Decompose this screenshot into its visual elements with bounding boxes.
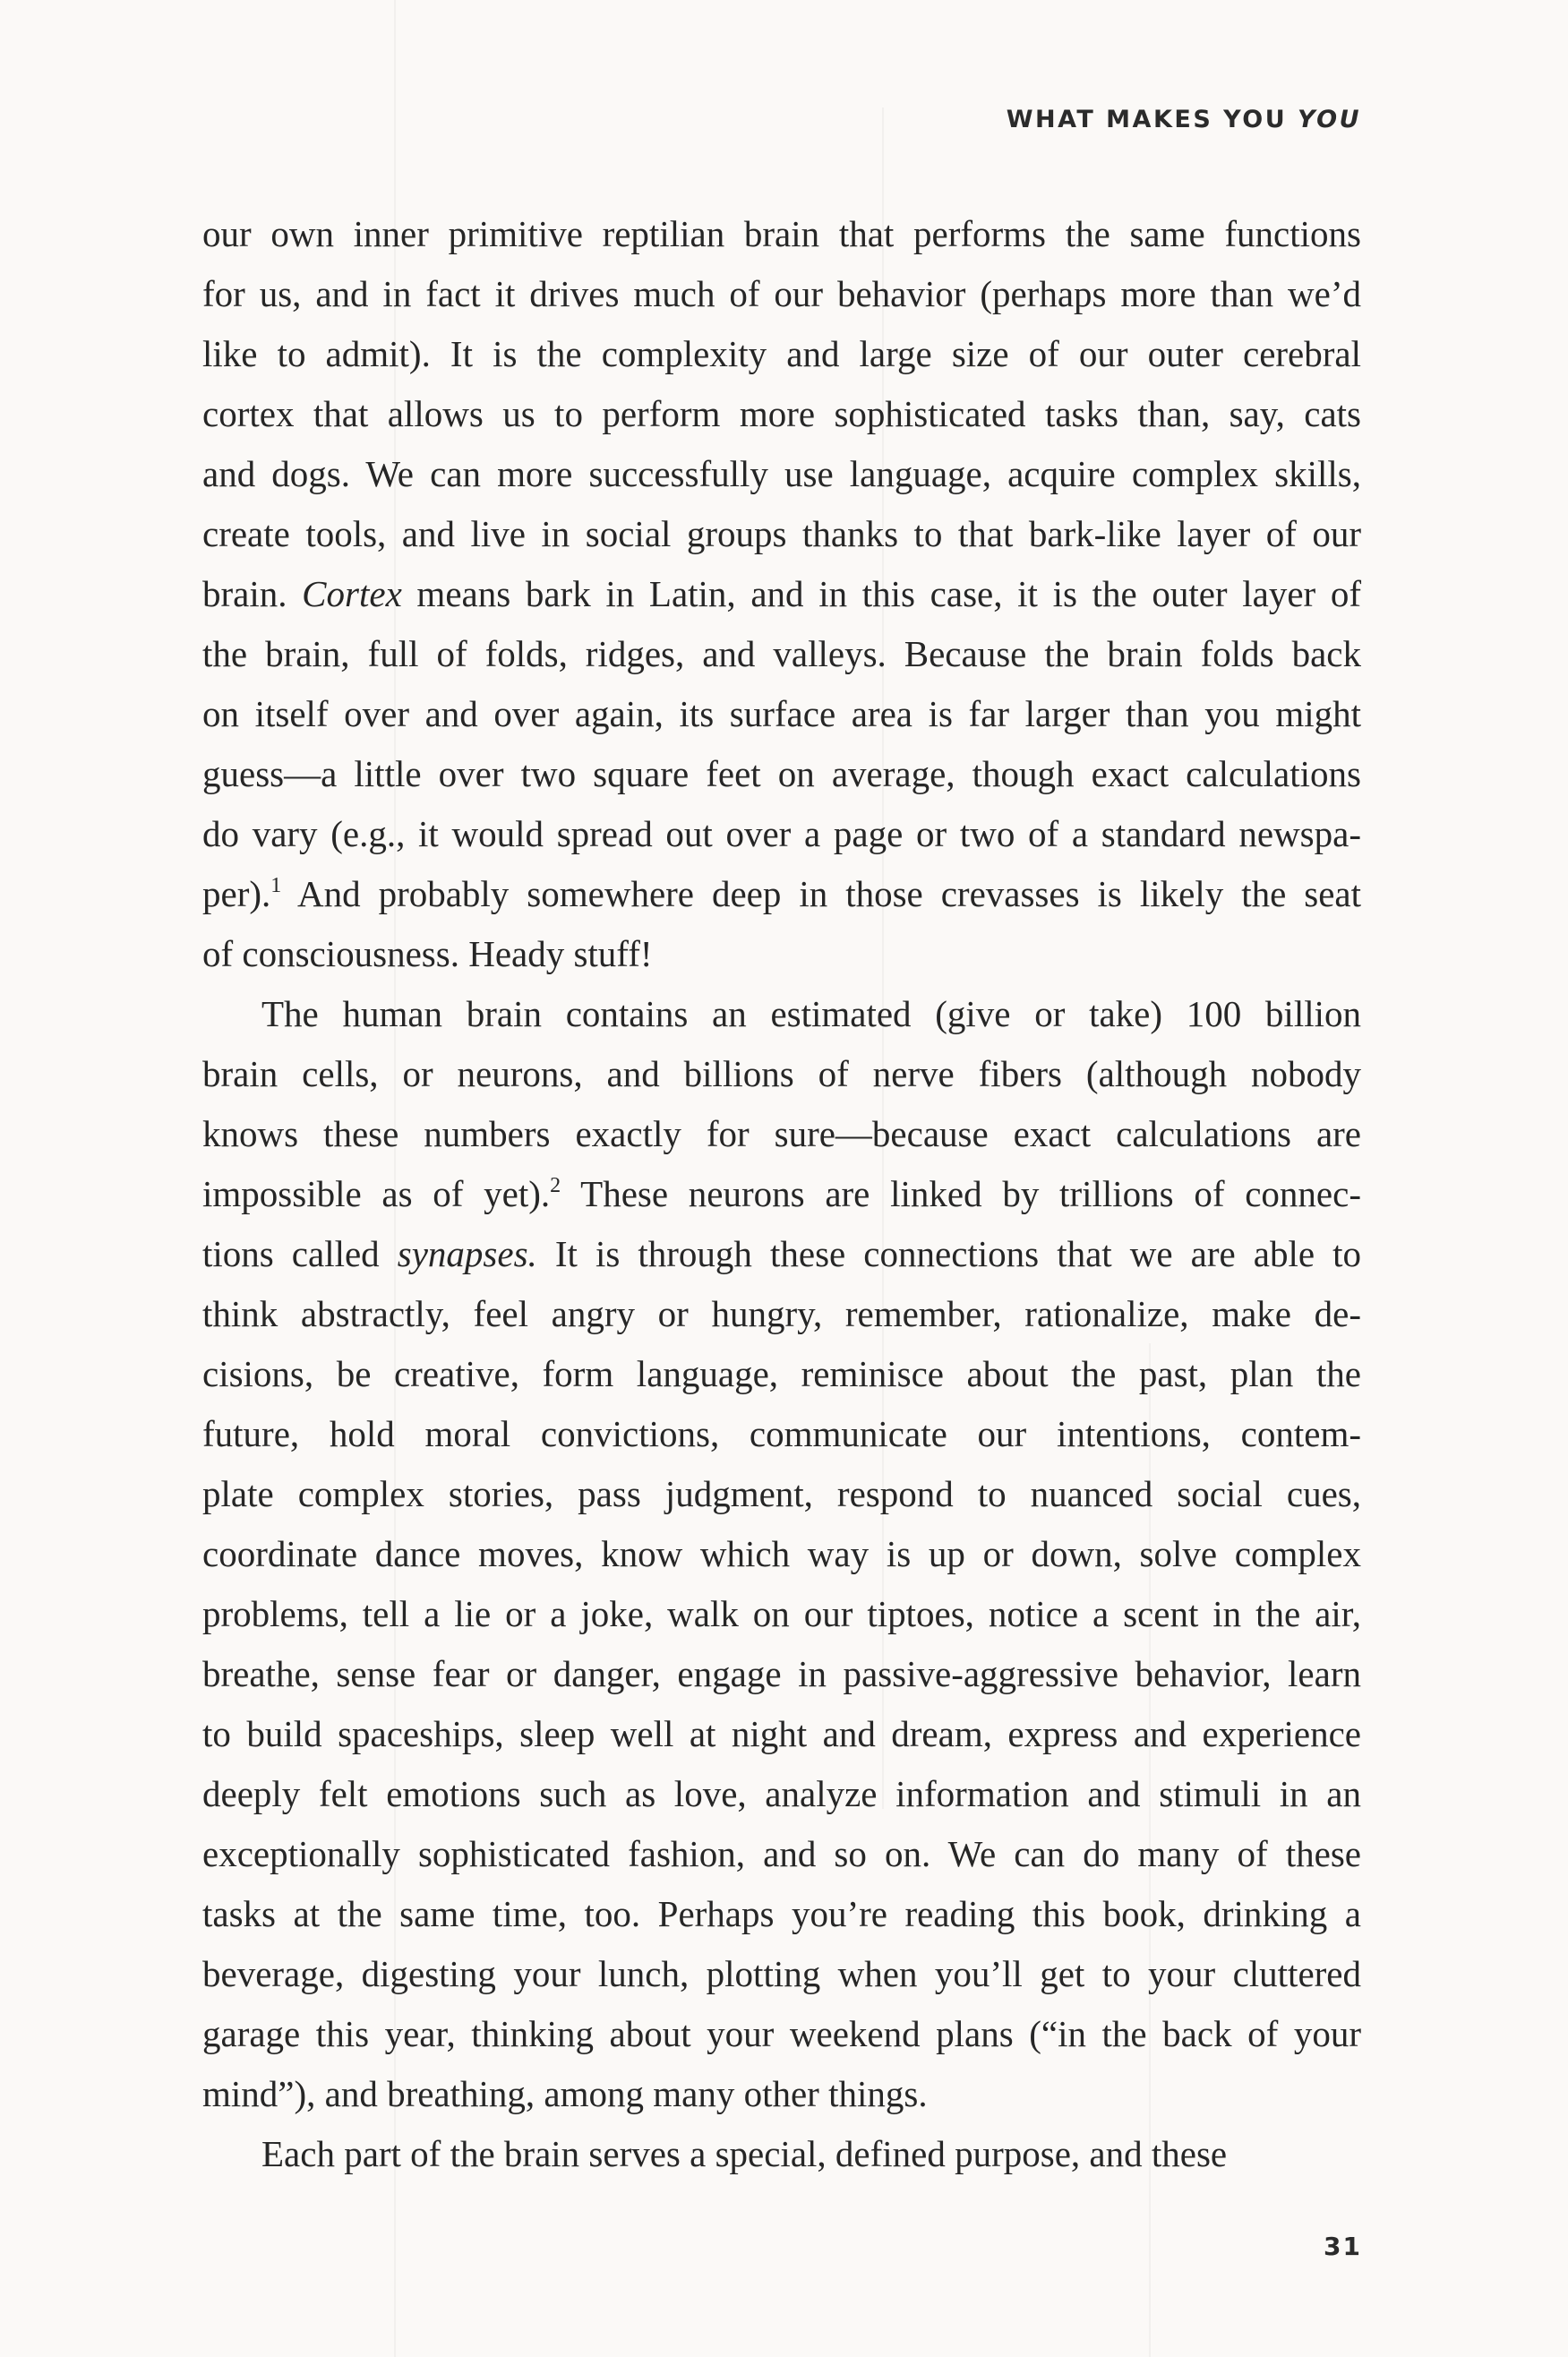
text-line	[202, 564, 1361, 624]
text-segment: knows these numbers exactly for sure—because exact calculations are	[202, 1113, 1361, 1154]
text-line	[202, 1164, 1361, 1224]
text-segment: breathe, sense fear or danger, engage in passive-aggressive behavior, learn	[202, 1653, 1361, 1694]
text-segment: for us, and in fact it drives much of our behavior (perhaps more than we’d	[202, 273, 1361, 314]
text-segment: tasks at the same time, too. Perhaps you’re reading this book, drinking a	[202, 1893, 1361, 1934]
text-line	[202, 864, 1361, 924]
text-line	[202, 1524, 1361, 1584]
text-segment: garage this year, thinking about your weekend plans (“in the back of your	[202, 2013, 1361, 2054]
text-line	[202, 1044, 1361, 1104]
text-line	[202, 204, 1361, 264]
text-segment: brain cells, or neurons, and billions of nerve fibers (although nobody	[202, 1053, 1361, 1094]
text-line	[202, 2004, 1361, 2064]
text-line	[202, 1944, 1361, 2004]
text-segment: of consciousness. Heady stuff!	[202, 933, 653, 974]
text-segment: cisions, be creative, form language, reminisce about the past, plan the	[202, 1353, 1361, 1394]
text-segment: create tools, and live in social groups thanks to that bark-like layer of our	[202, 513, 1361, 554]
text-segment: guess—a little over two square feet on average, though exact calculations	[202, 753, 1361, 794]
text-segment: mind”), and breathing, among many other things.	[202, 2073, 928, 2114]
text-line	[202, 744, 1361, 804]
text-segment: think abstractly, feel angry or hungry, remember, rationalize, make de-	[202, 1293, 1361, 1334]
text-line	[202, 684, 1361, 744]
text-segment: impossible as of yet).	[202, 1173, 551, 1214]
text-segment: The human brain contains an estimated (give or take) 100 billion	[261, 993, 1361, 1034]
text-segment: the brain, full of folds, ridges, and valleys. Because the brain folds back	[202, 633, 1361, 674]
text-segment: brain.	[202, 573, 303, 614]
text-line	[202, 1884, 1361, 1944]
text-segment: Each part of the brain serves a special, defined purpose, and these	[261, 2133, 1228, 2174]
text-segment: coordinate dance moves, know which way is up or down, solve complex	[202, 1533, 1361, 1574]
text-line	[202, 504, 1361, 564]
text-line	[202, 1344, 1361, 1404]
text-line	[202, 1824, 1361, 1884]
text-segment: like to admit). It is the complexity and large size of our outer cerebral	[202, 333, 1361, 374]
text-line	[202, 1584, 1361, 1644]
text-line	[202, 1644, 1361, 1704]
text-line	[202, 804, 1361, 864]
text-line	[202, 984, 1361, 1044]
text-segment: do vary (e.g., it would spread out over a page or two of a standard newspa-	[202, 813, 1361, 854]
italic-term: Cortex	[302, 573, 402, 614]
text-segment: problems, tell a lie or a joke, walk on our tiptoes, notice a scent in the air,	[202, 1593, 1361, 1634]
text-line	[202, 324, 1361, 384]
text-segment: plate complex stories, pass judgment, respond to nuanced social cues,	[202, 1473, 1361, 1514]
running-head	[1007, 106, 1361, 133]
text-line	[202, 1224, 1361, 1284]
running-head-italic: YOU	[1298, 106, 1361, 133]
text-line	[202, 1104, 1361, 1164]
text-line	[202, 924, 1361, 984]
footnote-marker: 1	[270, 874, 282, 897]
text-line	[202, 1404, 1361, 1464]
text-line	[202, 444, 1361, 504]
text-segment: beverage, digesting your lunch, plotting when you’ll get to your cluttered	[202, 1953, 1361, 1994]
text-line	[202, 2064, 1361, 2124]
text-segment: on itself over and over again, its surface area is far larger than you might	[202, 693, 1361, 734]
text-segment: tions called	[202, 1233, 398, 1274]
text-segment: to build spaceships, sleep well at night and dream, express and experience	[202, 1713, 1361, 1754]
text-segment: deeply felt emotions such as love, analyze information and stimuli in an	[202, 1773, 1361, 1814]
footnote-marker: 2	[550, 1174, 561, 1197]
text-segment: per).	[202, 873, 271, 914]
text-line	[202, 624, 1361, 684]
text-line	[202, 1764, 1361, 1824]
text-segment: These neurons are linked by trillions of connec-	[561, 1173, 1361, 1214]
text-segment: It is through these connections that we are able to	[536, 1233, 1361, 1274]
text-segment: exceptionally sophisticated fashion, and so on. We can do many of these	[202, 1833, 1361, 1874]
text-line	[202, 264, 1361, 324]
text-segment: future, hold moral convictions, communicate our intentions, contem-	[202, 1413, 1361, 1454]
text-segment: and dogs. We can more successfully use language, acquire complex skills,	[202, 453, 1361, 494]
text-line	[202, 384, 1361, 444]
running-head-roman: WHAT MAKES YOU	[1006, 106, 1298, 133]
page-number: 31	[1324, 2232, 1362, 2261]
text-segment: our own inner primitive reptilian brain that performs the same functions	[202, 213, 1361, 254]
body-text	[202, 204, 1361, 2184]
italic-term: synapses.	[397, 1233, 537, 1274]
text-segment: And probably somewhere deep in those crevasses is likely the seat	[281, 873, 1361, 914]
text-line	[202, 1284, 1361, 1344]
text-line	[202, 1464, 1361, 1524]
text-segment: means bark in Latin, and in this case, it is the outer layer of	[401, 573, 1362, 614]
text-line	[202, 2124, 1361, 2184]
text-segment: cortex that allows us to perform more sophisticated tasks than, say, cats	[202, 393, 1361, 434]
text-line	[202, 1704, 1361, 1764]
